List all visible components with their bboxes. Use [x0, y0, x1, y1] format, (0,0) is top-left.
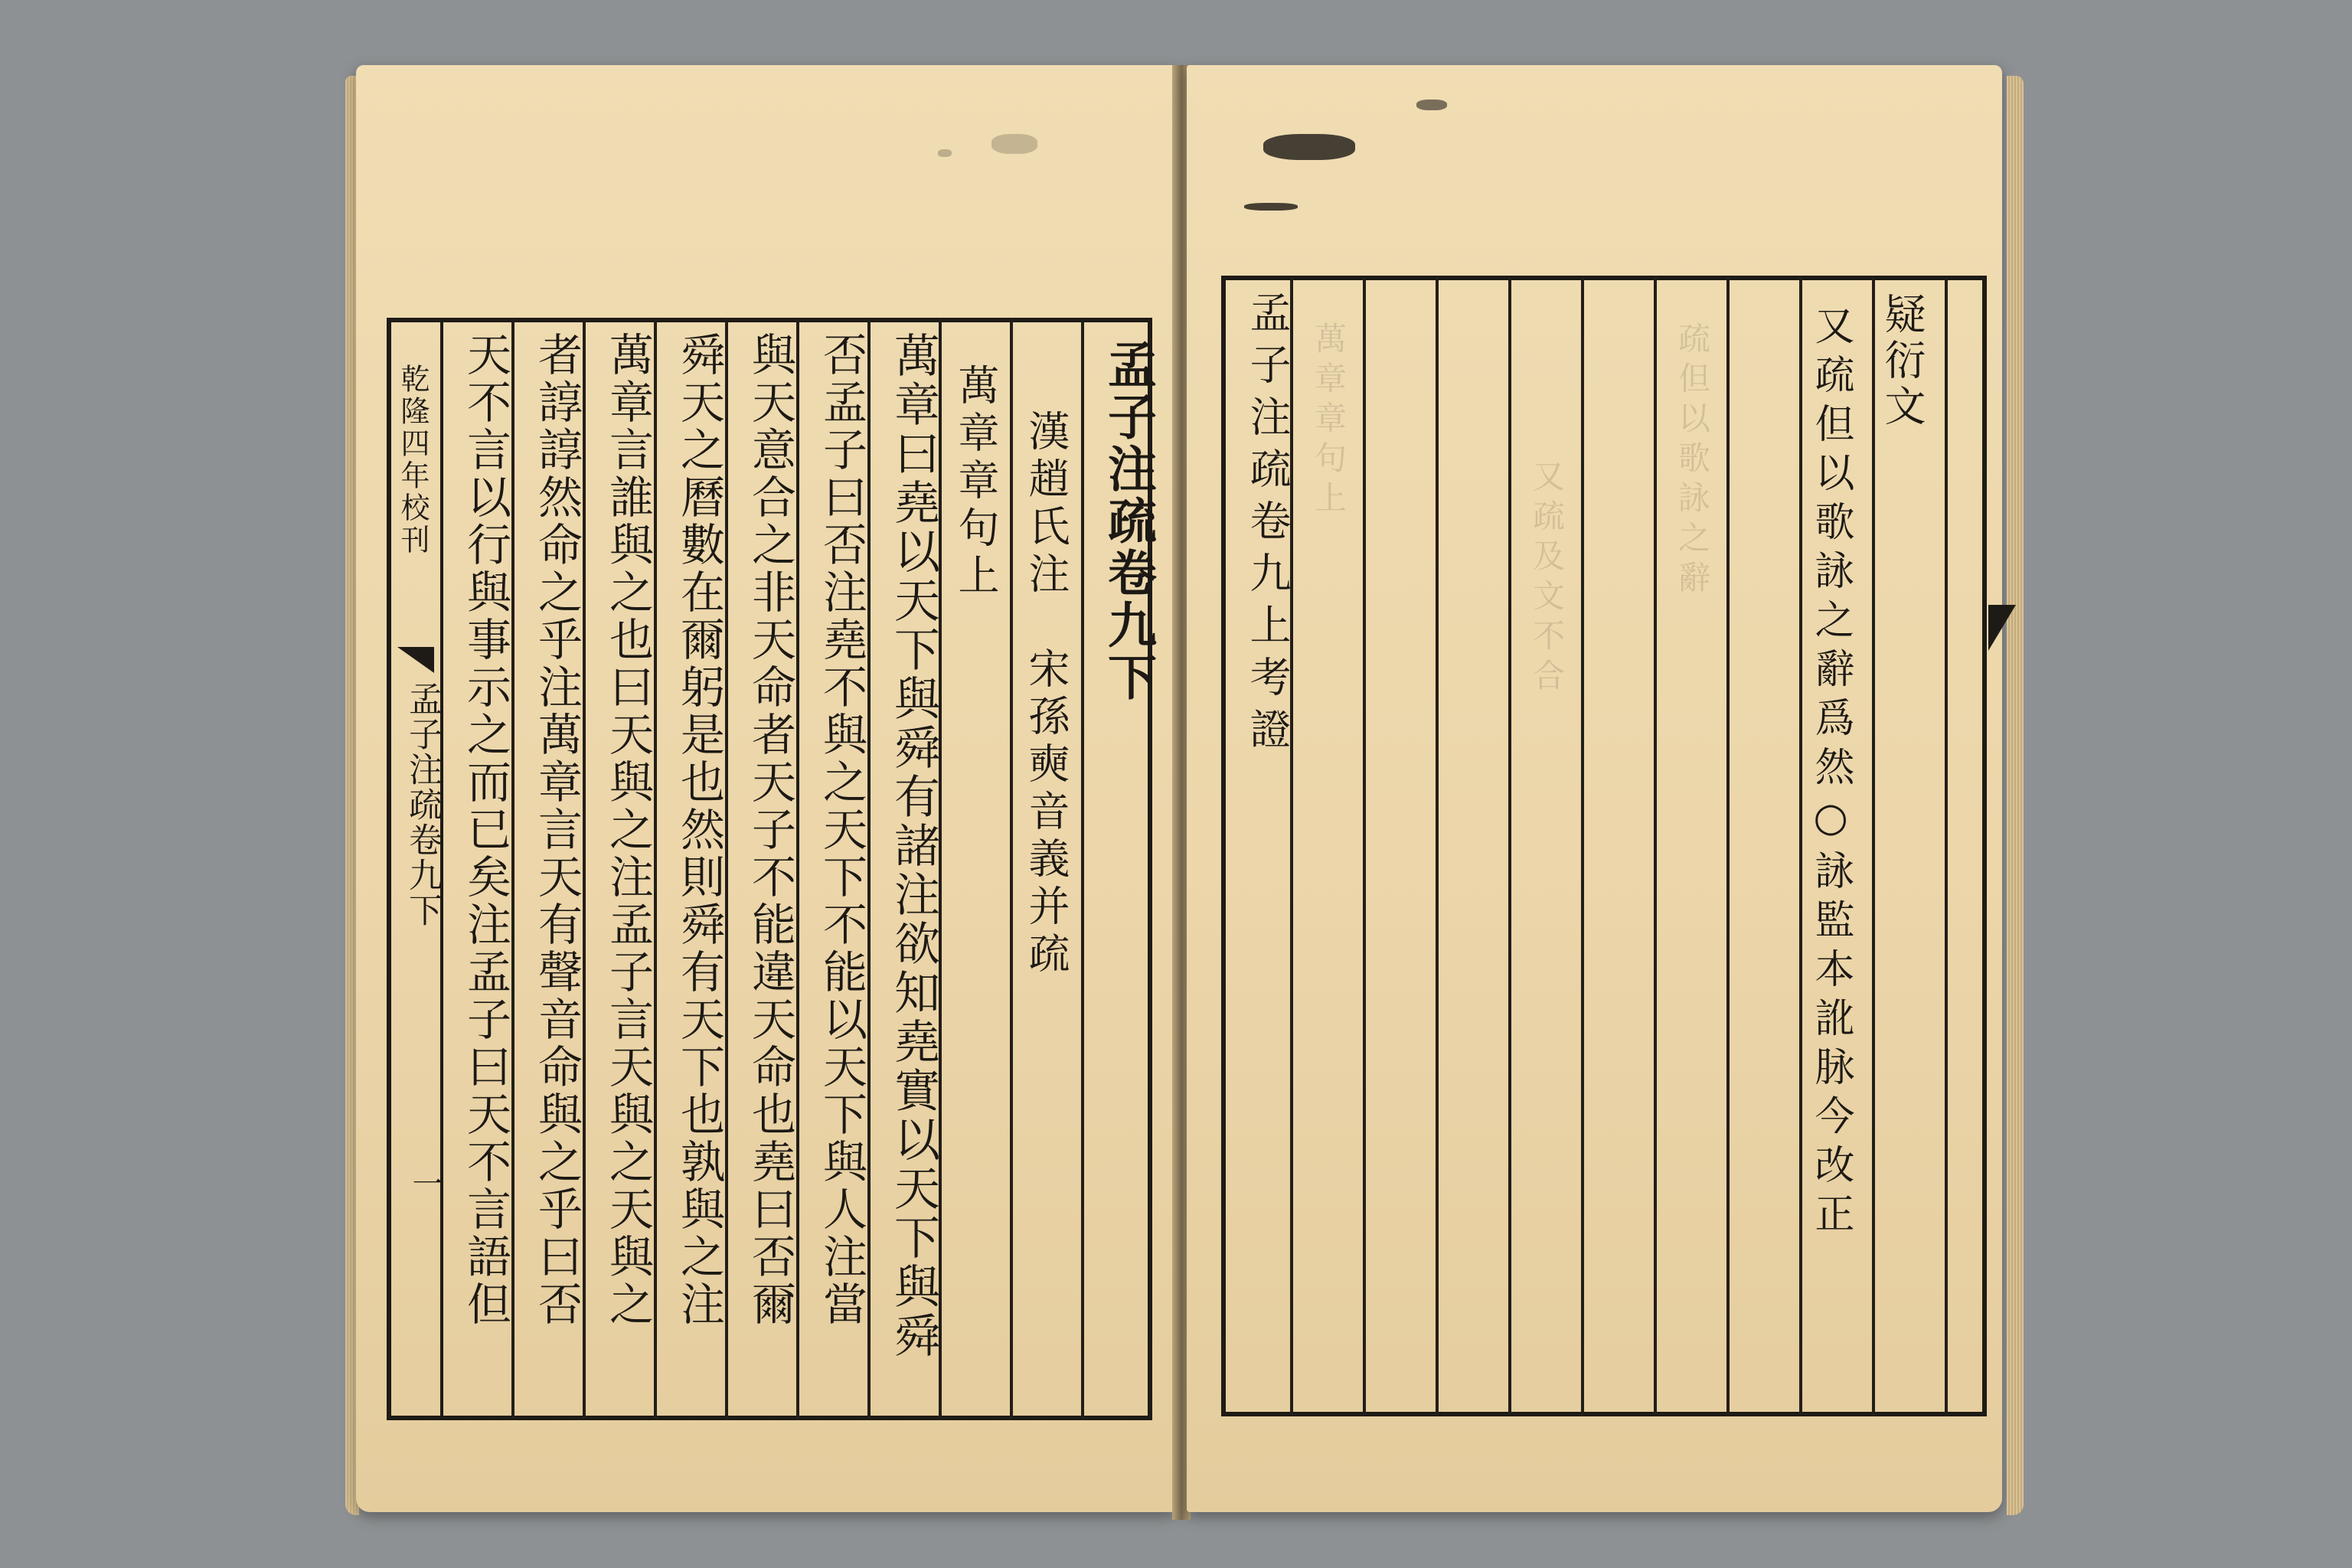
centerfold-rule [440, 318, 443, 1420]
bleed-through-text: 萬章章句上 [1310, 322, 1348, 521]
column-3: 萬章章句上 [952, 364, 1000, 601]
column-1: 疑衍文 [1878, 292, 1926, 430]
column-rule [1581, 276, 1584, 1416]
column-rule [1799, 276, 1802, 1416]
column-7: 舜天之曆數在爾躬是也然則舜有天下也孰與之注 [673, 332, 725, 1328]
left-centerfold [387, 318, 443, 1420]
column-8: 萬章言誰與之也曰天與之注孟子言天與之天與之 [602, 332, 654, 1328]
bleed-through-text: 又疏及文不合 [1528, 459, 1566, 698]
bleed-through-text: 疏但以歌詠之辭 [1674, 322, 1711, 600]
column-1: 孟子注疏卷九下 [1099, 339, 1157, 704]
ink-stain [1244, 203, 1298, 211]
right-page-edges [2007, 76, 2024, 1515]
centerfold-title: 孟子注疏卷九下 [403, 681, 442, 928]
left-text-frame [387, 318, 1157, 1420]
ink-stain [938, 149, 952, 157]
ink-stain [991, 134, 1037, 154]
margin-note: 乾隆四年校刊 [396, 364, 430, 557]
ink-stain [1416, 100, 1447, 110]
column-5: 否孟子曰否注堯不與之天下不能以天下與人注當 [815, 332, 867, 1328]
ink-stain [1263, 134, 1355, 160]
column-rule [1010, 318, 1013, 1420]
column-10: 天不言以行與事示之而已矣注孟子曰天不言語但 [459, 332, 511, 1328]
right-text-frame [1221, 276, 1987, 1416]
column-rule [1436, 276, 1439, 1416]
column-2: 漢趙氏注 宋孫奭音義并疏 [1022, 410, 1070, 979]
column-rule [1508, 276, 1511, 1416]
column-9: 者諄諄然命之乎注萬章言天有聲音命與之乎曰否 [531, 332, 583, 1328]
page-number: 一 [407, 1168, 443, 1201]
column-rule [1654, 276, 1657, 1416]
fish-tail-mark [397, 647, 434, 673]
column-6: 與天意合之非天命者天子不能違天命也堯曰否爾 [744, 332, 796, 1328]
right-centerfold-title: 孟子注疏卷九上考證 [1243, 291, 1292, 760]
column-rule [1872, 276, 1875, 1416]
column-2: 又疏但以歌詠之辭爲然○詠監本訛脉今改正 [1808, 305, 1854, 1242]
column-rule [1081, 318, 1084, 1420]
column-4: 萬章曰堯以天下與舜有諸注欲知堯實以天下與舜 [887, 332, 940, 1361]
column-rule [1726, 276, 1730, 1416]
column-rule [1363, 276, 1366, 1416]
column-rule [1945, 276, 1948, 1416]
